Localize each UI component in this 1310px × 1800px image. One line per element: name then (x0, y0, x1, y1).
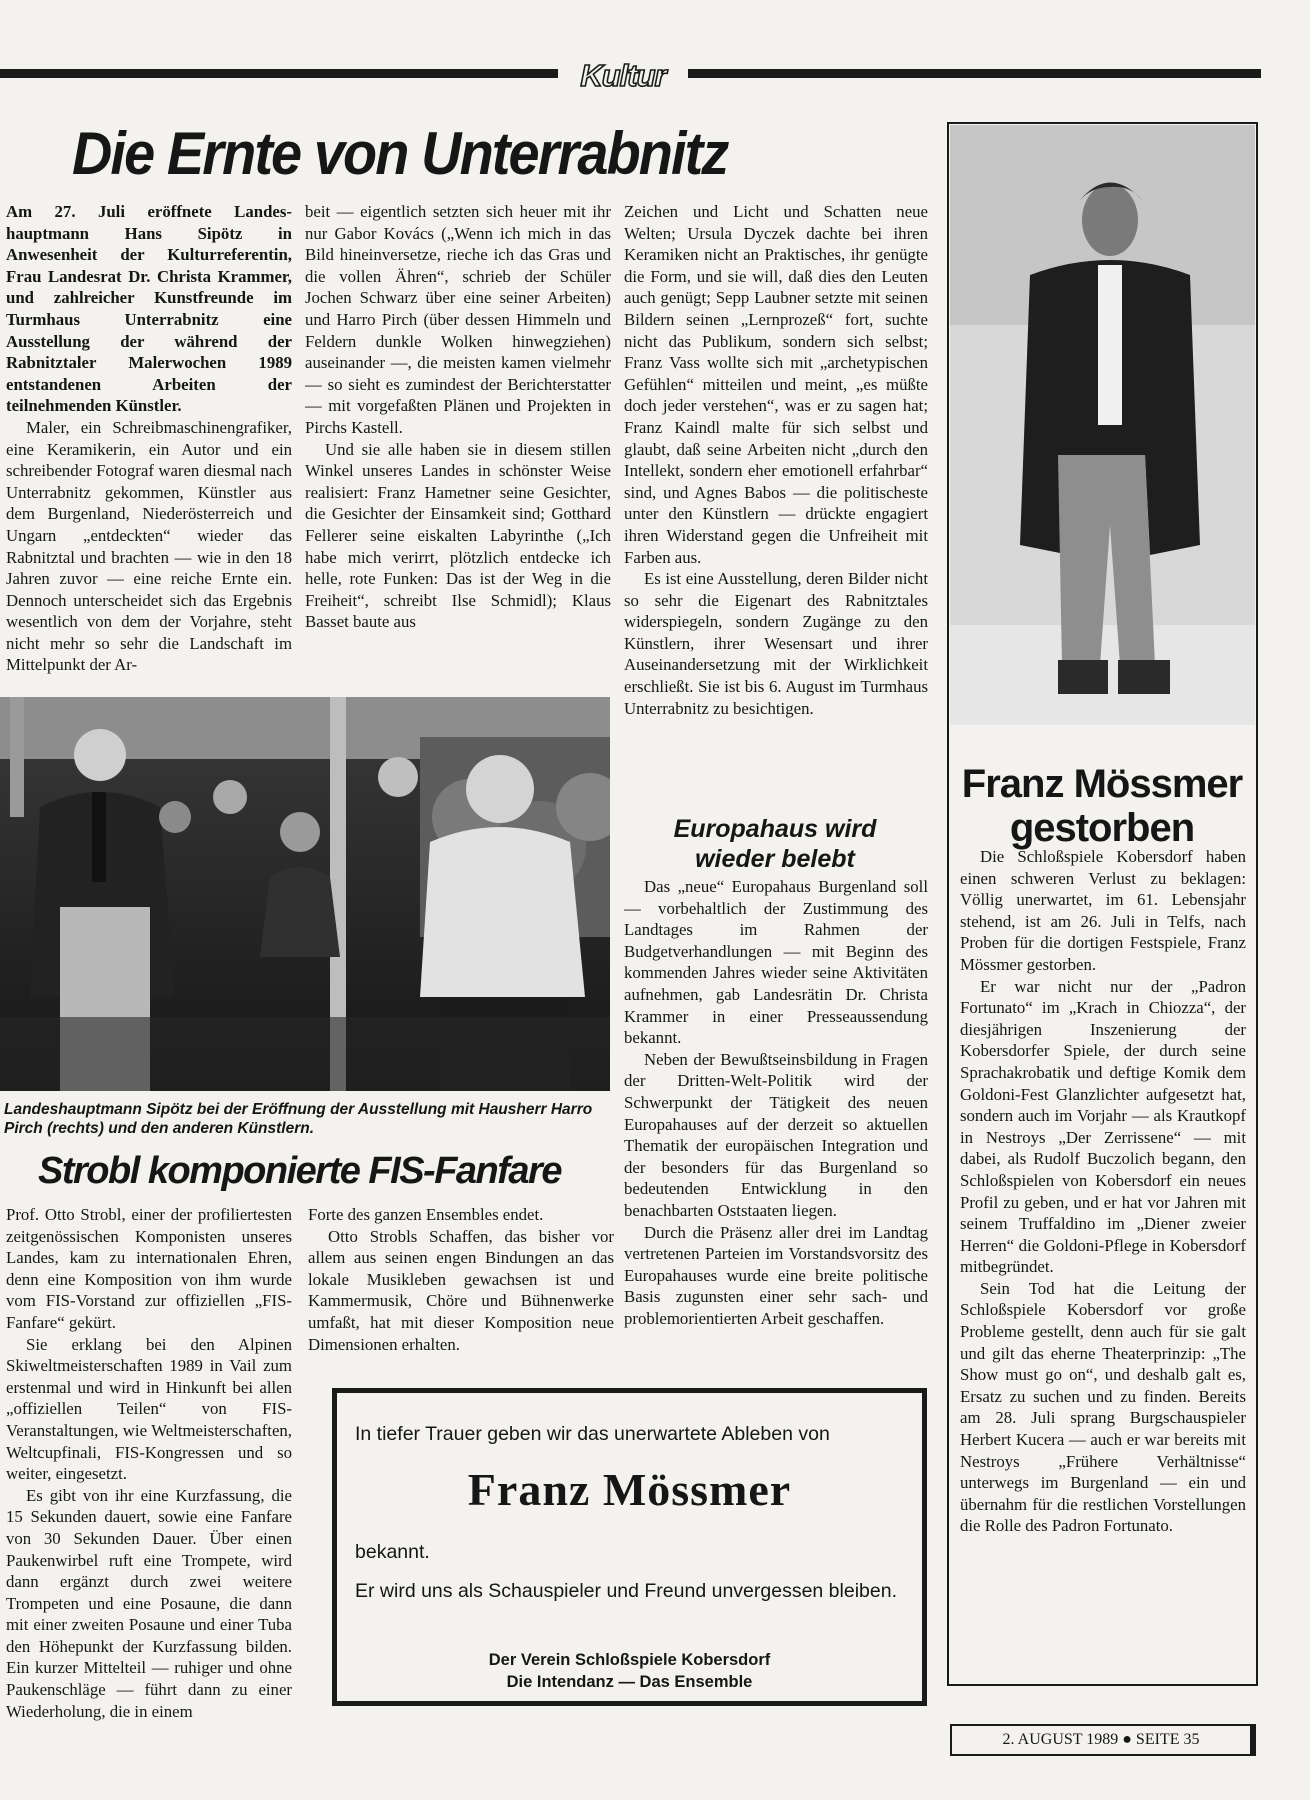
notice-intro: In tiefer Trauer geben wir das unerwartete Ableben von (355, 1423, 830, 1445)
notice-name: Franz Mössmer (467, 1464, 792, 1515)
notice-known: bekannt. (355, 1541, 430, 1563)
article2-column-1 (6, 1204, 292, 1780)
article4-paragraph: Die Schloßspiele Kobersdorf haben einen schweren Verlust zu beklagen: Völlig unerwartet, im 61. Lebensjahr stehend, ist am 26. Juli in Telfs, nach Proben für die dortigen Festspiele, Franz Mössmer gestorben. (960, 847, 1246, 974)
article4-paragraph: Er war nicht nur der „Padron Fortunato“ im „Krach in Chiozza“, der diesjährigen Inszenierung der Kobersdorfer Spiele, der durch seine Sprachakrobatik und deftige Komik dem Goldoni-Fest Glanzlichter aufgesetzt hat, sondern auch im Vorjahr — als Krautkopf in Nestroys „Der Zerrissene“ — mit dabei, als Rudolf Buczolich begann, den Schloßspielen von Kobersdorf ein neues Profil zu geben, und er hat vor Jahren mit seinem Truffaldino im „Diener zweier Herren“ die Goldoni-Pflege in Kobersdorf mitbegründet. (960, 976, 1246, 1277)
obituary-headline: Franz Mössmer gestorben (961, 762, 1243, 850)
article2-column-2 (308, 1204, 614, 1382)
article1-paragraph: Und sie alle haben sie in diesem stillen Winkel unseres Landes in schönster Weise realisiert: Franz Hametner seine Gesichter, die Gesichter der Einsamkeit sind; Gotthard Fellerer seine eiskalten Labyrinthe („Ich habe mich verirrt, plötzlich entdecke ich helle, rote Funken: Das ist der Weg in die Freiheit“, schreibt Ilse Schmidl); Klaus Basset baute aus (305, 439, 611, 632)
article3-paragraph: Das „neue“ Europahaus Burgenland soll — vorbehaltlich der Zustimmung des Landtages im Rahmen der Budgetverhandlungen — mit Beginn des kommenden Jahres wieder seine Aktivitäten aufnehmen, gab Landesrätin Dr. Christa Krammer in einer Presseaussendung bekannt. (624, 877, 928, 1048)
main-headline: Die Ernte von Unterrabnitz (72, 120, 728, 187)
article1-column-2 (305, 201, 611, 688)
franz-moessmer-portrait (950, 125, 1255, 725)
article3-paragraph: Neben der Bewußtseinsbildung in Fragen der Dritten-Welt-Politik wird der Schwerpunkt der Tätigkeit des neuen Europahauses auf der derzeit so aktuellen Thematik der europäischen Integration und der besonders für das Burgenland so bedeutenden Entwicklung in den benachbarten Oststaaten liegen. (624, 1049, 928, 1220)
article1-column-3 (624, 201, 928, 801)
article1-paragraph: Maler, ein Schreibmaschinengrafiker, eine Keramikerin, ein Autor und ein schreibender Fotograf waren diesmal nach Unterrabnitz gekommen, Künstler aus dem Burgenland, Niederösterreich und Ungarn „entdeckten“ wieder das Rabnitztal und brachten — wie in den 18 Jahren zuvor — eine reiche Ernte ein. Dennoch unterscheidet sich das Ergebnis wesentlich von dem der Vorjahre, steht nicht mehr so sehr die Landschaft im Mittelpunkt der Ar- (6, 417, 292, 675)
article2-paragraph: Prof. Otto Strobl, einer der profiliertesten zeitgenössischen Komponisten unseres Landes, kam zu internationalen Ehren, denn eine Komposition von ihm wurde vom FIS-Vorstand zur offiziellen „FIS-Fanfare“ gekürt. (6, 1205, 292, 1332)
article1-paragraph: Es ist eine Ausstellung, deren Bilder nicht so sehr die Eigenart des Rabnitztales widerspiegeln, sondern Zugänge zu den Künstlern, ihrer Wesensart und ihrer Auseinandersetzung mit der Wirklichkeit erschließt. Sie ist bis 6. August im Turmhaus Unterrabnitz zu besichtigen. (624, 569, 928, 718)
header-rule-left (0, 69, 558, 78)
article4-paragraph: Sein Tod hat die Leitung der Schloßspiele Kobersdorf vor große Probleme gestellt, denn auch für sie galt und gilt das eherne Theaterprinzip: „The Show must go on“, und deshalb galt es, Ersatz zu suchen und zu finden. Bereits am 28. Juli sprang Burgschauspieler Herbert Kucera — auch er war bereits mit Nestroys „Frühere Verhältnisse“ unterwegs im Burgenland — ein und übernahm für die restlichen Vorstellungen die Rolle des Padron Fortunato. (960, 1278, 1246, 1536)
article1-lead: Am 27. Juli eröffnete Landes-hauptmann Hans Sipötz in Anwesenheit der Kulturreferentin, Frau Landesrat Dr. Christa Krammer, und zahlreicher Kunstfreunde im Turmhaus Unterrabnitz eine Ausstellung der während der Rabnitztaler Malerwochen 1989 entstandenen Arbeiten der teilnehmenden Künstler. (6, 202, 292, 416)
article1-column-1 (6, 201, 292, 688)
notice-signature (337, 1649, 922, 1693)
europahaus-headline: Europahaus wird wieder belebt (673, 815, 877, 873)
fis-fanfare-headline: Strobl komponierte FIS-Fanfare (38, 1150, 561, 1192)
article2-paragraph: Otto Strobls Schaffen, das bisher vor allem aus seinen engen Bindungen an das lokale Musikleben gewachsen ist und Kammermusik, Chöre und Bühnenwerke umfaßt, hat mit dieser Komposition neue Dimensionen erhalten. (308, 1226, 614, 1354)
photo-caption: Landeshauptmann Sipötz bei der Eröffnung der Ausstellung mit Hausherr Harro Pirch (rechts) und den anderen Künstlern. (4, 1101, 593, 1137)
exhibition-opening-photo (0, 697, 610, 1091)
article2-paragraph: Forte des ganzen Ensembles endet. (308, 1205, 544, 1224)
header-rule-right (688, 69, 1261, 78)
article2-paragraph: Sie erklang bei den Alpinen Skiweltmeisterschaften 1989 in Vail zum erstenmal und wird in Hinkunft bei allen „offiziellen Teilen“ von FIS-Veranstaltungen, wie Weltmeisterschaften, Weltcupfinali, FIS-Kongressen und so weiter, eingesetzt. (6, 1334, 292, 1484)
notice-memory: Er wird uns als Schauspieler und Freund unvergessen bleiben. (355, 1580, 897, 1602)
notice-signature-line-2: Die Intendanz — Das Ensemble (506, 1673, 753, 1691)
article3-paragraph: Durch die Präsenz aller drei im Landtag vertretenen Parteien im Vorstandsvorsitz des Europahauses wurde eine breite politische Basis zugunsten einer sehr sach- und problemorientierten Arbeit geschaffen. (624, 1222, 928, 1328)
page-footer: 2. AUGUST 1989 ● SEITE 35 (950, 1724, 1256, 1756)
article3-body (624, 876, 928, 1374)
article1-paragraph: Zeichen und Licht und Schatten neue Welten; Ursula Dyczek dachte bei ihren Keramiken nicht an Praktisches, ihr genügte die Form, und sie will, daß dies den Leuten auch genügt; Sepp Laubner setzte mit seinen Bildern seinen „Lernprozeß“ fort, suchte nicht das Publikum, sondern sich selbst; Franz Vass wollte sich mit „archetypischen Gefühlen“ mitteilen und meint, „es müßte doch jeder verstehen“, was er zu sagen hat; Franz Kaindl malte für sich selbst und glaubt, daß seine Arbeiten nicht „durch den Intellekt, sondern eher emotionell erfahrbar“ sind, und Agnes Babos — die politischeste unter den Künstlern — drückte engagiert ihren Widerstand gegen die Unfreiheit mit Farben aus. (624, 202, 928, 567)
notice-signature-line-1: Der Verein Schloßspiele Kobersdorf (488, 1651, 771, 1669)
article4-body (960, 846, 1246, 1684)
article1-paragraph: beit — eigentlich setzten sich heuer mit ihr nur Gabor Kovács („Wenn ich mich in das Bild hineinversetze, rieche ich das Gras und die vollen Ähren“, schrieb der Schüler Jochen Schwarz über eine seiner Arbeiten) und Harro Pirch (über dessen Himmeln und Feldern dunkle Wolken hinwegziehen) auseinander —, die meisten kamen vielmehr — so sieht es zumindest der Berichterstatter — mit vorgefaßten Plänen und Projekten in Pirchs Kastell. (305, 202, 611, 437)
death-notice (332, 1388, 927, 1706)
section-label: Kultur (580, 58, 666, 93)
article2-paragraph: Es gibt von ihr eine Kurzfassung, die 15 Sekunden dauert, sowie eine Fanfare von 30 Sekunden Dauer. Über einen Paukenwirbel ruft eine Trompete, wird dann ergänzt durch zwei weitere Trompeten und eine Posaune, die dann mit einer zweiten Posaune und einer Tuba den Höhepunkt der Kurzfassung bilden. Ein kurzer Mittelteil — ruhiger und ohne Paukenschläge — führt dann zu einer Wiederholung, die in einem (6, 1485, 292, 1721)
